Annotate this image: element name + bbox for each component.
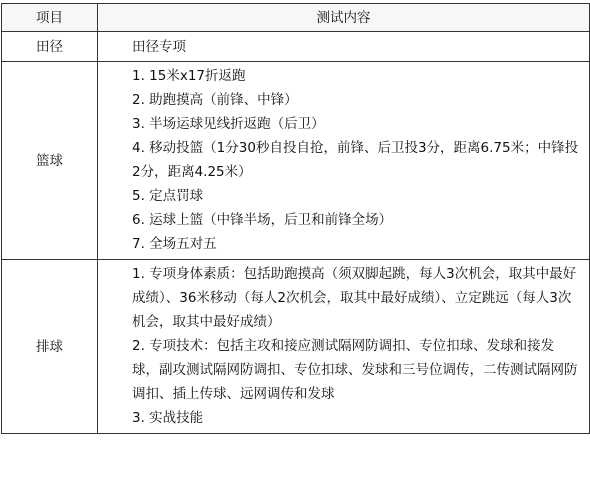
volleyball-item-1: 1. 专项身体素质：包括助跑摸高（须双脚起跳，每人3次机会，取其中最好成绩）、36米移动（每人2次机会，取其中最好成绩）、立定跳远（每人3次机会，取其中最好成绩） (132, 266, 577, 330)
category-track-field: 田径 (2, 32, 98, 62)
basketball-item-3: 3. 半场运球见线折返跑（后卫） (132, 116, 325, 132)
table-header-row (2, 4, 590, 32)
content-volleyball (98, 260, 590, 434)
category-basketball: 篮球 (2, 62, 98, 260)
track-field-item-1: 田径专项 (132, 38, 186, 55)
basketball-item-7: 7. 全场五对五 (132, 236, 217, 252)
table-row-track-field (2, 32, 590, 62)
basketball-item-4: 4. 移动投篮（1分30秒自投自抢，前锋、后卫投3分，距离6.75米；中锋投2分，距离4.25米） (132, 140, 579, 180)
category-volleyball: 排球 (2, 260, 98, 434)
header-project: 项目 (2, 4, 98, 32)
test-content-table-container (1, 3, 590, 434)
test-content-table (1, 3, 590, 434)
basketball-item-6: 6. 运球上篮（中锋半场，后卫和前锋全场） (132, 212, 393, 228)
header-test-content: 测试内容 (98, 4, 590, 32)
table-row-volleyball (2, 260, 590, 434)
basketball-item-5: 5. 定点罚球 (132, 188, 204, 204)
content-track-field (98, 32, 590, 62)
volleyball-item-3: 3. 实战技能 (132, 410, 204, 426)
basketball-item-2: 2. 助跑摸高（前锋、中锋） (132, 92, 298, 108)
basketball-item-1: 1. 15米x17折返跑 (132, 68, 246, 84)
volleyball-item-2: 2. 专项技术：包括主攻和接应测试隔网防调扣、专位扣球、发球和接发球，副攻测试隔网防调扣、专位扣球、发球和三号位调传，二传测试隔网防调扣、插上传球、远网调传和发球 (132, 338, 578, 402)
content-basketball (98, 62, 590, 260)
table-row-basketball (2, 62, 590, 260)
